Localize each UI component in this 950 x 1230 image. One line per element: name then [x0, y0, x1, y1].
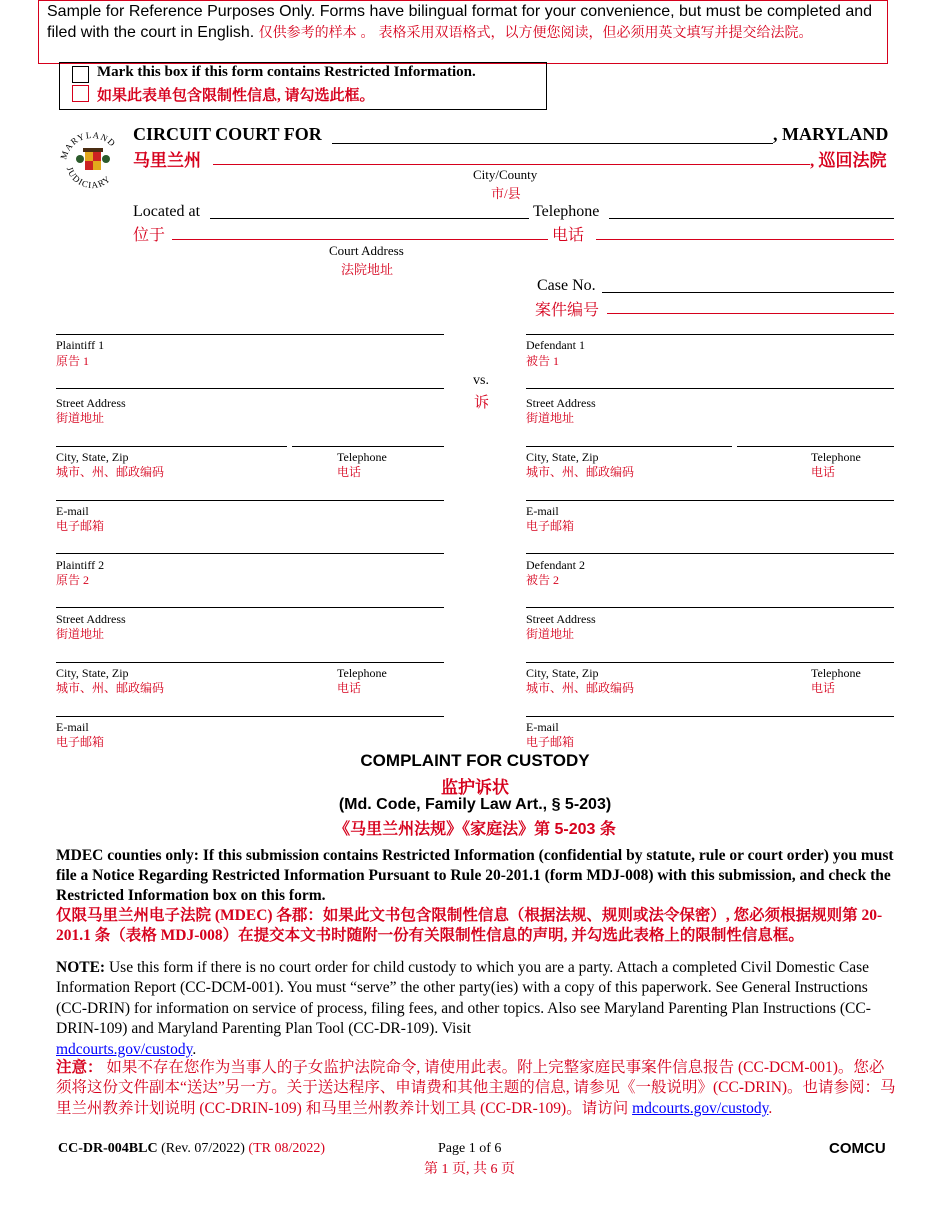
- located-label-zh: 位于: [133, 227, 166, 244]
- defendant2-label: Defendant 2: [526, 558, 585, 572]
- defendant2-name-line[interactable]: [526, 553, 894, 554]
- located-label: Located at: [133, 203, 201, 220]
- mdec-notice-zh: 仅限马里兰州电子法院 (MDEC) 各郡：如果此文书包含限制性信息（根据法规、规则或法令保密）, 您必须根据规则第 20-201.1 条（表格 MDJ-008）在提交本文书时随附一份有关限制性信息的声明, 并勾选此表格上的限制性信息框。: [56, 907, 883, 944]
- form-number: CC-DR-004BLC: [58, 1141, 158, 1156]
- defendant2-email-line[interactable]: [526, 716, 894, 717]
- case-no-line[interactable]: [602, 292, 894, 293]
- mdec-notice: MDEC counties only: If this submission contains Restricted Information (confidential by statute, rule or court order) you must file a Notice Regarding Restricted Information Pursuant to Rule 20-201.1 (form MDJ-008) with this submission, and check the Restricted Information box on this form.: [56, 847, 894, 904]
- court-title-zh: 马里兰州: [133, 151, 201, 170]
- court-phone-line-zh: [596, 239, 894, 240]
- plaintiff2-label-zh: 原告 2: [56, 573, 90, 587]
- note-label-zh: 注意：: [56, 1059, 103, 1076]
- street-label-zh: 街道地址: [56, 627, 105, 641]
- note-body-zh: 如果不存在您作为当事人的子女监护法院命令, 请使用此表。附上完整家庭民事案件信息报告 (CC-DCM-001)。您必须将这份文件副本“送达”另一方。关于送达程序、申请费和其他主题的信息, 请参见《一般说明》(CC-DRIN)。也请参阅：马里兰州教养计划说明 (CC-DRIN-109) 和马里兰州教养计划工具 (CC-DR-109)。请访问: [56, 1059, 896, 1117]
- vs-label-zh: 诉: [474, 395, 490, 411]
- email-label-zh: 电子邮箱: [526, 735, 575, 749]
- custody-link-zh[interactable]: mdcourts.gov/custody: [632, 1099, 769, 1117]
- defendant2-street-line[interactable]: [526, 607, 894, 608]
- defendant2-label-zh: 被告 2: [526, 573, 560, 587]
- email-label: E-mail: [526, 720, 559, 734]
- defendant1-name-line[interactable]: [526, 334, 894, 335]
- plaintiff2-street-line[interactable]: [56, 607, 444, 608]
- court-title-en: CIRCUIT COURT FOR: [133, 124, 322, 144]
- restricted-label-zh: 如果此表单包含限制性信息, 请勾选此框。: [97, 88, 375, 104]
- plaintiff1-street-line[interactable]: [56, 388, 444, 389]
- tel-label-zh: 电话: [811, 681, 836, 695]
- form-title-zh: 监护诉状: [441, 778, 509, 797]
- plaintiff1-label-zh: 原告 1: [56, 354, 90, 368]
- plaintiff2-email-line[interactable]: [56, 716, 444, 717]
- court-county-line-zh: [213, 164, 810, 165]
- city-label: City, State, Zip: [56, 450, 129, 464]
- custody-link[interactable]: mdcourts.gov/custody: [56, 1040, 193, 1058]
- court-state-en: , MARYLAND: [773, 124, 889, 144]
- defendant1-email-line[interactable]: [526, 500, 894, 501]
- email-label: E-mail: [56, 720, 89, 734]
- restricted-checkbox[interactable]: [72, 66, 89, 83]
- tel-label: Telephone: [811, 666, 861, 680]
- plaintiff2-name-line[interactable]: [56, 553, 444, 554]
- street-label: Street Address: [56, 396, 126, 410]
- seal-bottom-text: JUDICIARY: [64, 165, 113, 191]
- tel-label: Telephone: [337, 666, 387, 680]
- court-phone-line[interactable]: [609, 218, 894, 219]
- email-label-zh: 电子邮箱: [526, 519, 575, 533]
- seal-top-text: MARYLAND: [58, 129, 118, 161]
- tel-label: Telephone: [811, 450, 861, 464]
- form-revision: (Rev. 07/2022): [161, 1141, 245, 1156]
- street-label-zh: 街道地址: [56, 411, 105, 425]
- city-label: City, State, Zip: [56, 666, 129, 680]
- form-code: COMCU: [829, 1140, 886, 1157]
- case-no-label-zh: 案件编号: [535, 302, 600, 319]
- street-label: Street Address: [56, 612, 126, 626]
- statute-citation: (Md. Code, Family Law Art., § 5-203): [338, 796, 612, 813]
- plaintiff2-city-line[interactable]: [56, 662, 444, 663]
- court-phone-label: Telephone: [533, 203, 600, 220]
- defendant1-label: Defendant 1: [526, 338, 585, 352]
- court-phone-label-zh: 电话: [552, 227, 585, 244]
- page-number: Page 1 of 6: [438, 1141, 502, 1156]
- vs-label: vs.: [473, 373, 489, 388]
- note-paragraph: NOTE: Use this form if there is no court order for child custody to which you are a party. Attach a completed Civil Domestic Case Information Report (CC-DCM-001). You must “serve” the other party(ies) with a copy of this paperwork. See General Instructions (CC-DRIN) for information on service of process, filing fees, and other topics. Also see Maryland Parenting Plan Instructions (CC-DRIN-109) and Maryland Parenting Plan Tool (CC-DR-109). Visit mdcourts.gov/custody.: [56, 959, 871, 1058]
- street-label: Street Address: [526, 396, 596, 410]
- tel-label: Telephone: [337, 450, 387, 464]
- plaintiff1-city-line[interactable]: [56, 446, 287, 447]
- defendant1-label-zh: 被告 1: [526, 354, 560, 368]
- banner-text-zh: 仅供参考的样本 。 表格采用双语格式，以方便您阅读，但必须用英文填写并提交给法院。: [258, 24, 813, 40]
- restricted-label-en: Mark this box if this form contains Restricted Information.: [97, 64, 476, 80]
- tel-label-zh: 电话: [337, 681, 362, 695]
- plaintiff1-label: Plaintiff 1: [56, 338, 105, 352]
- plaintiff1-phone-line[interactable]: [292, 446, 444, 447]
- court-address-line[interactable]: [210, 218, 529, 219]
- street-label: Street Address: [526, 612, 596, 626]
- city-label-zh: 城市、州、邮政编码: [56, 681, 165, 695]
- street-label-zh: 街道地址: [526, 411, 575, 425]
- email-label: E-mail: [526, 504, 559, 518]
- court-address-line-zh: [172, 239, 548, 240]
- city-label: City, State, Zip: [526, 666, 599, 680]
- statute-citation-zh: 《马里兰州法规》《家庭法》第 5-203 条: [334, 821, 616, 838]
- city-label-zh: 城市、州、邮政编码: [526, 681, 635, 695]
- plaintiff2-label: Plaintiff 2: [56, 558, 105, 572]
- plaintiff1-email-line[interactable]: [56, 500, 444, 501]
- note-label: NOTE:: [56, 959, 106, 976]
- tel-label-zh: 电话: [337, 465, 362, 479]
- form-title: COMPLAINT FOR CUSTODY: [360, 751, 590, 770]
- city-label-zh: 城市、州、邮政编码: [56, 465, 165, 479]
- plaintiff1-name-line[interactable]: [56, 334, 444, 335]
- maryland-judiciary-seal: [56, 124, 128, 200]
- form-number-line: [58, 1141, 325, 1157]
- city-label: City, State, Zip: [526, 450, 599, 464]
- case-no-line-zh: [607, 313, 894, 314]
- city-label-zh: 城市、州、邮政编码: [526, 465, 635, 479]
- street-label-zh: 街道地址: [526, 627, 575, 641]
- case-no-label: Case No.: [537, 277, 596, 294]
- court-county-line[interactable]: [332, 143, 773, 144]
- page-number-zh: 第 1 页, 共 6 页: [424, 1162, 515, 1177]
- reference-banner: [38, 0, 888, 64]
- email-label-zh: 电子邮箱: [56, 519, 105, 533]
- tel-label-zh: 电话: [811, 465, 836, 479]
- court-address-caption-zh: 法院地址: [341, 262, 394, 277]
- city-county-label-zh: 市/县: [491, 186, 521, 201]
- restricted-checkbox-zh[interactable]: [72, 85, 89, 102]
- form-translation-rev: (TR 08/2022): [248, 1141, 326, 1156]
- email-label: E-mail: [56, 504, 89, 518]
- banner-text-en: Sample for Reference Purposes Only. Forms have bilingual format for your convenience, but must be completed and filed with the court in English.: [47, 3, 873, 41]
- court-suffix-zh: , 巡回法院: [810, 151, 887, 170]
- defendant1-phone-line[interactable]: [737, 446, 894, 447]
- defendant2-city-line[interactable]: [526, 662, 894, 663]
- defendant1-street-line[interactable]: [526, 388, 894, 389]
- court-address-caption: Court Address: [329, 243, 404, 258]
- note-paragraph-zh: 注意： 如果不存在您作为当事人的子女监护法院命令, 请使用此表。附上完整家庭民事案件信息报告 (CC-DCM-001)。您必须将这份文件副本“送达”另一方。关于送达程序、申请费和其他主题的信息, 请参见《一般说明》(CC-DRIN)。也请参阅：马里兰州教养计划说明 (CC-DRIN-109) 和马里兰州教养计划工具 (CC-DR-109)。请访问 mdcourts.gov/custody.: [56, 1059, 896, 1117]
- note-body: Use this form if there is no court order for child custody to which you are a party. Attach a completed Civil Domestic Case Information Report (CC-DCM-001). You must “serve” the other party(ies) with a copy of this paperwork. See General Instructions (CC-DRIN) for information on service of process, filing fees, and other topics. Also see Maryland Parenting Plan Instructions (CC-DRIN-109) and Maryland Parenting Plan Tool (CC-DR-109). Visit: [56, 959, 871, 1038]
- city-county-label: City/County: [473, 167, 538, 182]
- defendant1-city-line[interactable]: [526, 446, 732, 447]
- email-label-zh: 电子邮箱: [56, 735, 105, 749]
